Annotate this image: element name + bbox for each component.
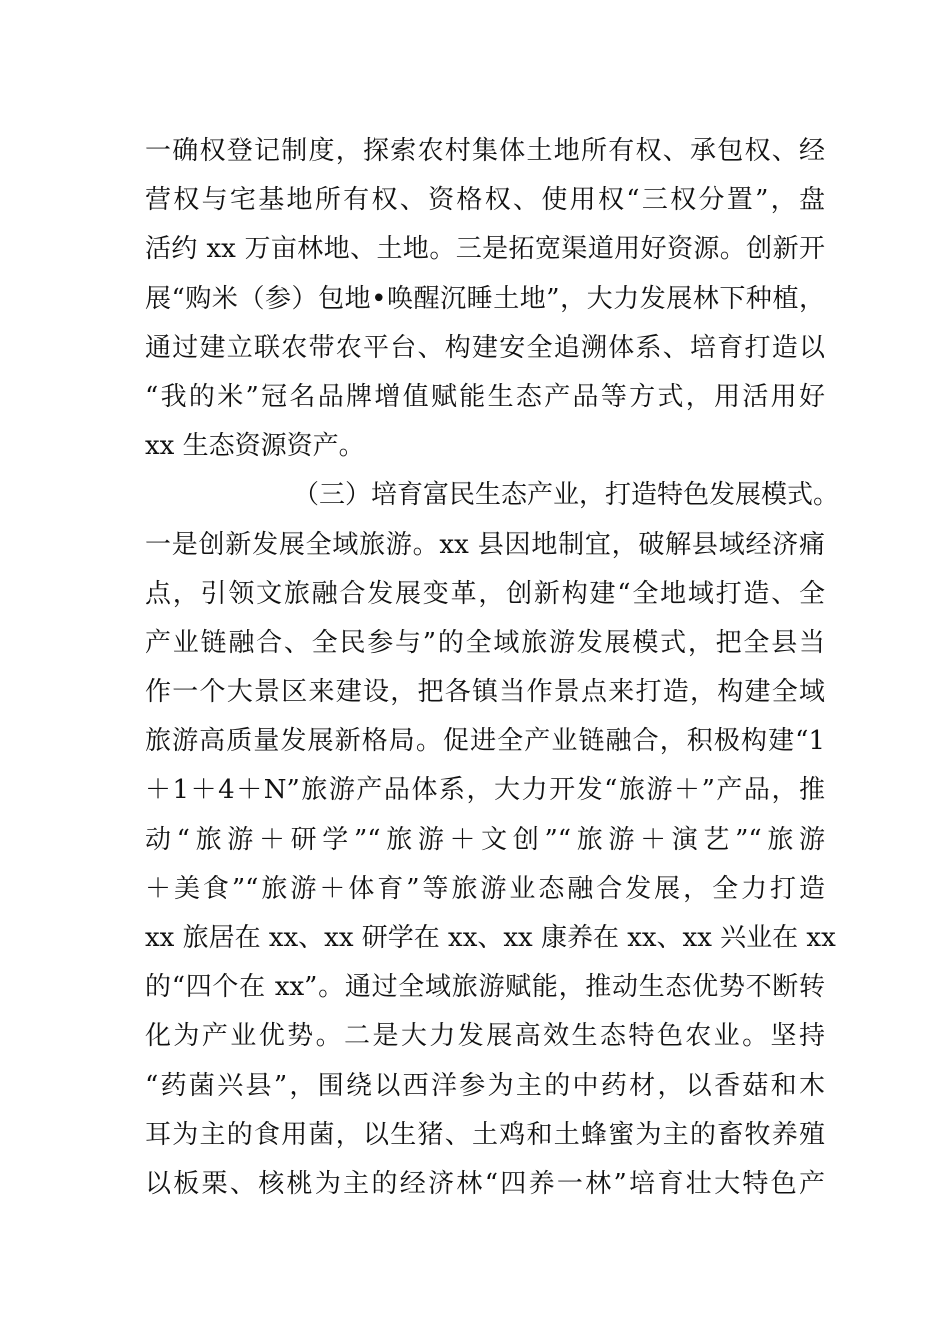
- text-line: 活约 xx 万亩林地、土地。三是拓宽渠道用好资源。创新开: [145, 234, 825, 265]
- text-line: 展“购米（参）包地•唤醒沉睡土地”，大力发展林下种植，: [145, 283, 825, 314]
- text-line: 产业链融合、全民参与”的全域旅游发展模式，把全县当: [145, 627, 825, 658]
- section-heading: （三）培育富民生态产业，打造特色发展模式。: [293, 480, 840, 511]
- text-line: 以板栗、核桃为主的经济林“四养一林”培育壮大特色产: [145, 1168, 825, 1199]
- text-line: 营权与宅基地所有权、资格权、使用权“三权分置”，盘: [145, 185, 825, 216]
- text-line: xx 旅居在 xx、xx 研学在 xx、xx 康养在 xx、xx 兴业在 xx: [145, 923, 836, 953]
- text-line: 动“旅游＋研学”“旅游＋文创”“旅游＋演艺”“旅游: [145, 824, 825, 855]
- text-line: 一确权登记制度，探索农村集体土地所有权、承包权、经: [145, 136, 825, 166]
- text-line: ＋1＋4＋N”旅游产品体系，大力开发“旅游＋”产品，推: [145, 775, 825, 806]
- text-line: 的“四个在 xx”。通过全域旅游赋能，推动生态优势不断转: [145, 972, 825, 1003]
- text-line: ＋美食”“旅游＋体育”等旅游业态融合发展，全力打造: [145, 873, 825, 904]
- text-line: “药菌兴县”，围绕以西洋参为主的中药材，以香菇和木: [145, 1070, 825, 1101]
- text-line: “我的米”冠名品牌增值赋能生态产品等方式，用活用好: [145, 381, 825, 412]
- body-text: [145, 127, 840, 1209]
- text-line: 旅游高质量发展新格局。促进全产业链融合，积极构建“1: [145, 726, 825, 757]
- text-line: 作一个大景区来建设，把各镇当作景点来打造，构建全域: [145, 677, 825, 708]
- text-line: 通过建立联农带农平台、构建安全追溯体系、培育打造以: [145, 332, 825, 363]
- text-line: 点，引领文旅融合发展变革，创新构建“全地域打造、全: [145, 578, 825, 609]
- text-line: 一是创新发展全域旅游。xx 县因地制宜，破解县域经济痛: [145, 529, 825, 560]
- text-line: 化为产业优势。二是大力发展高效生态特色农业。坚持: [145, 1021, 825, 1052]
- text-line: xx 生态资源资产。: [145, 431, 365, 462]
- text-line: 耳为主的食用菌，以生猪、土鸡和土蜂蜜为主的畜牧养殖: [145, 1119, 825, 1150]
